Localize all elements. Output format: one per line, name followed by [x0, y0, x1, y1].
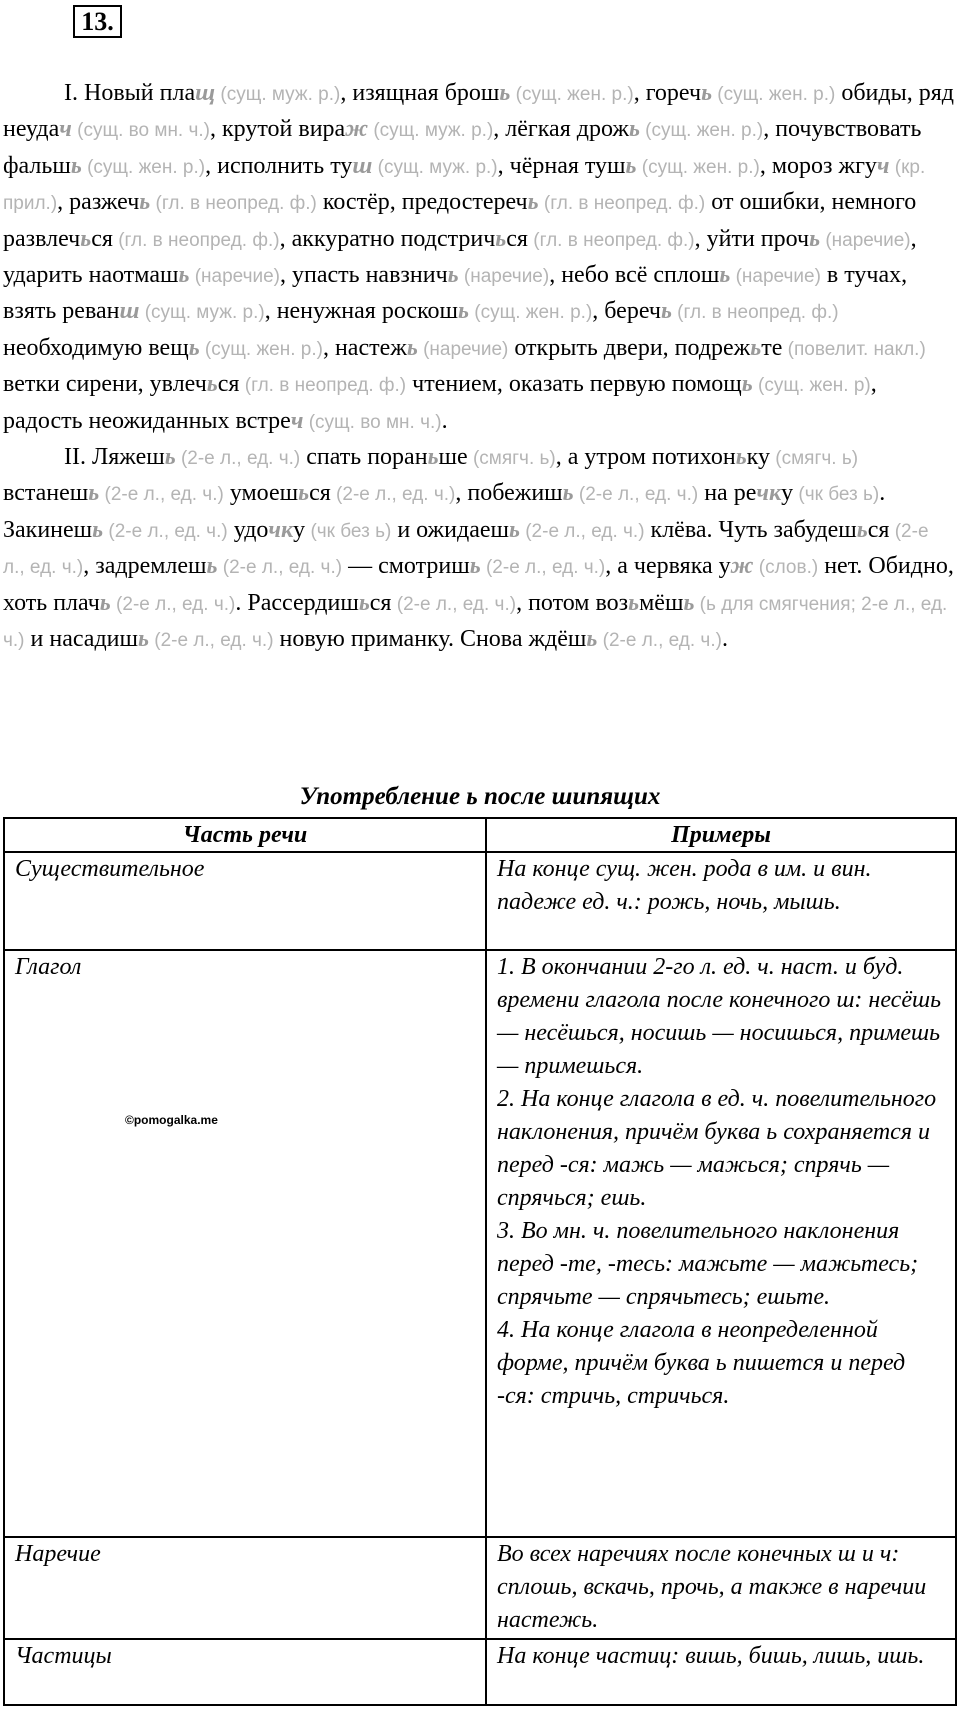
- grammar-note: (смягч. ь): [467, 448, 556, 470]
- grammar-note: (смягч. ь): [770, 448, 859, 470]
- text-segment: умоеш: [223, 480, 299, 507]
- text-segment: , береч: [592, 298, 661, 325]
- text-segment: новую приманку. Снова ждёш: [273, 626, 587, 653]
- highlighted-letter: ь: [206, 371, 218, 398]
- text-segment: , а червяка у: [605, 553, 731, 580]
- highlighted-letter: ь: [70, 152, 82, 179]
- highlighted-letter: ь: [358, 589, 370, 616]
- grammar-note: (слов.): [753, 557, 819, 579]
- text-segment: , задремлеш: [83, 553, 207, 580]
- highlighted-letter: ь: [562, 480, 574, 507]
- text-segment: , побежиш: [455, 480, 563, 507]
- text-segment: , крутой вира: [210, 116, 346, 143]
- text-segment: ку: [746, 444, 770, 471]
- text-segment: у: [293, 516, 306, 543]
- highlighted-letter: ь: [139, 189, 151, 216]
- text-segment: и ожидаеш: [391, 516, 509, 543]
- highlighted-letter: ь: [99, 589, 111, 616]
- grammar-note: (гл. в неопред. ф.): [538, 193, 706, 215]
- text-segment: , мороз жгу: [759, 152, 877, 179]
- text-segment: , изящная брош: [340, 80, 500, 106]
- rule-text: 4. На конце глагола в неопределенной форме, причём буква ь пишется и перед -ся: стричь, стричься.: [497, 1317, 906, 1409]
- text-segment: ся: [369, 589, 392, 616]
- grammar-note: (2-е л., ед. ч.): [110, 593, 236, 615]
- highlighted-letter: ь: [80, 225, 92, 252]
- grammar-note: (2-е л., ед. ч.): [391, 593, 517, 615]
- grammar-note: (чк без ь): [793, 484, 880, 506]
- examples-noun: [486, 852, 956, 950]
- text-segment: , а утром потихон: [555, 444, 736, 471]
- grammar-note: (наречие): [189, 266, 280, 288]
- grammar-note: (сущ. муж. р.): [215, 84, 341, 105]
- grammar-note: (2-е л., ед. ч.): [519, 520, 645, 542]
- grammar-note: (сущ. муж. р.): [139, 302, 265, 324]
- highlighted-letter: ь: [298, 480, 310, 507]
- grammar-note: (сущ. муж. р.): [368, 120, 494, 142]
- highlighted-letter: ь: [469, 553, 481, 580]
- text-segment: обиды, ряд неуда: [3, 80, 954, 143]
- grammar-note: (2-е л., ед. ч.): [217, 557, 343, 579]
- grammar-note: (2-е л., ед. ч.): [103, 520, 228, 542]
- grammar-note: (гл. в неопред. ф.): [112, 229, 280, 251]
- highlighted-letter: ь: [447, 262, 459, 289]
- grammar-note: (сущ. во мн. ч.): [303, 411, 442, 433]
- text-segment: .: [441, 407, 448, 434]
- text-segment: чтением, оказать первую помощ: [406, 371, 742, 398]
- rule-text: На конце частиц: вишь, бишь, лишь, ишь.: [497, 1643, 925, 1669]
- text-segment: , лёгкая дрож: [493, 116, 629, 143]
- text-segment: , уйти проч: [694, 225, 810, 252]
- pos-noun: Существительное: [4, 852, 486, 950]
- grammar-note: (гл. в неопред. ф.): [239, 375, 407, 397]
- grammar-note: (сущ. муж. р.): [372, 156, 498, 178]
- highlighted-letter: ь: [178, 262, 190, 289]
- highlighted-letter: ж: [345, 116, 369, 143]
- grammar-note: (наречие): [820, 229, 911, 251]
- highlighted-letter: чк: [756, 480, 782, 507]
- highlighted-letter: ь: [628, 589, 640, 616]
- grammar-note: (2-е л., ед. ч.): [597, 630, 722, 652]
- text-segment: от ошибки, немного развлеч: [3, 189, 917, 252]
- table-row: [4, 950, 956, 1537]
- grammar-note: (2-е л., ед. ч.): [148, 630, 274, 652]
- grammar-note: (сущ. жен. р.): [468, 302, 593, 324]
- text-segment: костёр, предостереч: [316, 189, 528, 216]
- highlighted-letter: ь: [458, 298, 469, 325]
- table-row: [4, 852, 956, 950]
- highlighted-letter: чк: [268, 516, 294, 543]
- grammar-note: (2-е л., ед. ч.): [573, 484, 699, 506]
- highlighted-letter: ь: [508, 516, 520, 543]
- highlighted-letter: ь: [527, 189, 539, 216]
- text-segment: ся: [867, 516, 890, 543]
- grammar-note: (сущ. жен. р.): [81, 156, 206, 178]
- grammar-note: (сущ. жен. р.): [510, 84, 634, 105]
- grammar-note: (сущ. во мн. ч.): [71, 120, 210, 142]
- grammar-note: (гл. в неопред. ф.): [671, 302, 839, 324]
- highlighted-letter: ь: [164, 444, 176, 471]
- highlighted-letter: ь: [206, 553, 218, 580]
- text-segment: ся: [506, 225, 528, 252]
- grammar-note: (чк без ь): [305, 520, 392, 542]
- text-segment: спать поран: [300, 444, 428, 471]
- highlighted-letter: ч: [59, 116, 72, 143]
- grammar-note: (2-е л., ед. ч.): [3, 520, 929, 579]
- highlighted-letter: ь: [750, 334, 762, 361]
- highlighted-letter: ь: [856, 516, 868, 543]
- text-segment: , аккуратно подстрич: [279, 225, 496, 252]
- grammar-note: (сущ. жен. р.): [636, 156, 760, 178]
- grammar-note: (сущ. жен. р.): [199, 338, 323, 360]
- table-header-row: [4, 818, 956, 852]
- rule-text: 2. На конце глагола в ед. ч. повелительного наклонения, причём буква ь сохраняется и перед -ся: мажь — мажься; спрячь — спрячься; ешь.: [497, 1086, 937, 1211]
- text-segment: ся: [217, 371, 240, 398]
- text-segment: ся: [91, 225, 113, 252]
- grammar-note: (гл. в неопред. ф.): [150, 193, 317, 215]
- rule-text: 1. В окончании 2-го л. ед. ч. наст. и буд. времени глагола после конечного ш: несёшь — несёшься, носишь — носишься, примешь — примешься.: [497, 954, 942, 1079]
- table-row: [4, 1537, 956, 1639]
- grammar-note: (кр. прил.): [3, 156, 926, 215]
- highlighted-letter: ь: [88, 480, 100, 507]
- text-segment: , упасть навзнич: [280, 262, 448, 289]
- text-segment: . Рассердиш: [235, 589, 359, 616]
- exercise-text: [3, 76, 955, 659]
- text-segment: , потом воз: [516, 589, 629, 616]
- rule-text: Во всех наречиях после конечных ш и ч: сплошь, вскачь, прочь, а также в наречии настежь.: [497, 1541, 927, 1633]
- text-segment: — смотриш: [342, 553, 470, 580]
- text-segment: у: [781, 480, 794, 507]
- grammar-note: (гл. в неопред. ф.): [527, 229, 695, 251]
- text-segment: клёва. Чуть забудеш: [644, 516, 857, 543]
- watermark: ©pomogalka.me: [125, 1113, 218, 1127]
- text-segment: удо: [227, 516, 269, 543]
- text-segment: , радость неожиданных встре: [3, 371, 877, 434]
- examples-verb: [486, 950, 956, 1537]
- header-part-of-speech: Часть речи: [4, 818, 486, 852]
- highlighted-letter: ь: [660, 298, 672, 325]
- highlighted-letter: ь: [586, 626, 598, 653]
- text-segment: .: [721, 626, 728, 653]
- grammar-note: (сущ. жен. р): [752, 375, 871, 397]
- exercise-part-1: [3, 76, 955, 440]
- highlighted-letter: ь: [683, 589, 695, 616]
- text-segment: , исполнить ту: [205, 152, 353, 179]
- grammar-note: (сущ. жен. р.): [712, 84, 836, 105]
- highlighted-letter: ь: [741, 371, 753, 398]
- highlighted-letter: ш: [119, 298, 140, 325]
- text-segment: , ненужная роскош: [264, 298, 458, 325]
- grammar-note: (2-е л., ед. ч.): [480, 557, 606, 579]
- highlighted-letter: ь: [406, 334, 418, 361]
- rule-text: 3. Во мн. ч. повелительного наклонения перед -те, -тесь: мажьте — мажьтесь; спрячьте — спрячьтесь; ешьте.: [497, 1218, 919, 1310]
- text-segment: ветки сирени, увлеч: [3, 371, 207, 398]
- highlighted-letter: ь: [427, 444, 439, 471]
- grammar-note: (ь для смягчения; 2-е л., ед. ч.): [3, 593, 948, 652]
- text-segment: в тучах, взять реван: [3, 262, 908, 325]
- pos-adverb: Наречие: [4, 1537, 486, 1639]
- grammar-note: (повелит. накл.): [782, 338, 926, 360]
- text-segment: и насадиш: [24, 626, 138, 653]
- grammar-note: (наречие): [417, 338, 509, 360]
- table-title: Употребление ь после шипящих: [299, 783, 661, 810]
- grammar-note: (2-е л., ед. ч.): [99, 484, 224, 506]
- rule-text: На конце сущ. жен. рода в им. и вин. падеже ед. ч.: рожь, ночь, мышь.: [497, 856, 872, 915]
- highlighted-letter: ч: [290, 407, 304, 434]
- pos-verb: Глагол: [4, 950, 486, 1537]
- exercise-part-2: [3, 440, 955, 658]
- text-segment: , гореч: [633, 80, 702, 106]
- grammar-note: (наречие): [730, 266, 821, 288]
- text-segment: открыть двери, подреж: [508, 334, 751, 361]
- text-segment: II. Ляжеш: [64, 444, 165, 471]
- table-row: [4, 1639, 956, 1705]
- highlighted-letter: ь: [138, 626, 149, 653]
- grammar-note: (2-е л., ед. ч.): [175, 448, 301, 470]
- text-segment: , настеж: [322, 334, 407, 361]
- text-segment: , почувствовать фальш: [3, 116, 922, 179]
- highlighted-letter: ь: [809, 225, 821, 252]
- text-segment: встанеш: [3, 480, 89, 507]
- text-segment: на ре: [698, 480, 757, 507]
- highlighted-letter: щ: [195, 80, 216, 106]
- grammar-note: (сущ. жен. р.): [639, 120, 764, 142]
- text-segment: , ударить наотмаш: [3, 225, 917, 289]
- highlighted-letter: ь: [628, 116, 640, 143]
- highlighted-letter: ь: [701, 80, 713, 106]
- highlighted-letter: ь: [499, 80, 511, 106]
- highlighted-letter: ь: [735, 444, 747, 471]
- text-segment: ше: [438, 444, 468, 471]
- text-segment: , чёрная туш: [497, 152, 626, 179]
- highlighted-letter: ь: [92, 516, 104, 543]
- text-segment: мёш: [639, 589, 684, 616]
- highlighted-letter: ь: [719, 262, 731, 289]
- text-segment: I. Новый пла: [64, 80, 196, 106]
- text-segment: те: [761, 334, 783, 361]
- exercise-number: 13.: [73, 5, 122, 38]
- highlighted-letter: ь: [188, 334, 200, 361]
- text-segment: нет. Обидно, хоть плач: [3, 553, 954, 616]
- text-segment: . Закинеш: [3, 480, 886, 543]
- highlighted-letter: ш: [352, 152, 373, 179]
- header-examples: Примеры: [486, 818, 956, 852]
- highlighted-letter: ь: [495, 225, 507, 252]
- text-segment: необходимую вещ: [3, 334, 189, 361]
- pos-particle: Частицы: [4, 1639, 486, 1705]
- examples-adverb: [486, 1537, 956, 1639]
- text-segment: ся: [309, 480, 331, 507]
- highlighted-letter: ж: [730, 553, 754, 580]
- grammar-note: (наречие): [458, 266, 550, 288]
- grammar-note: (2-е л., ед. ч.): [330, 484, 456, 506]
- examples-particle: [486, 1639, 956, 1705]
- highlighted-letter: ч: [876, 152, 890, 179]
- rules-table: [3, 817, 957, 1706]
- text-segment: , небо всё сплош: [549, 262, 720, 289]
- text-segment: , разжеч: [57, 189, 140, 216]
- highlighted-letter: ь: [625, 152, 637, 179]
